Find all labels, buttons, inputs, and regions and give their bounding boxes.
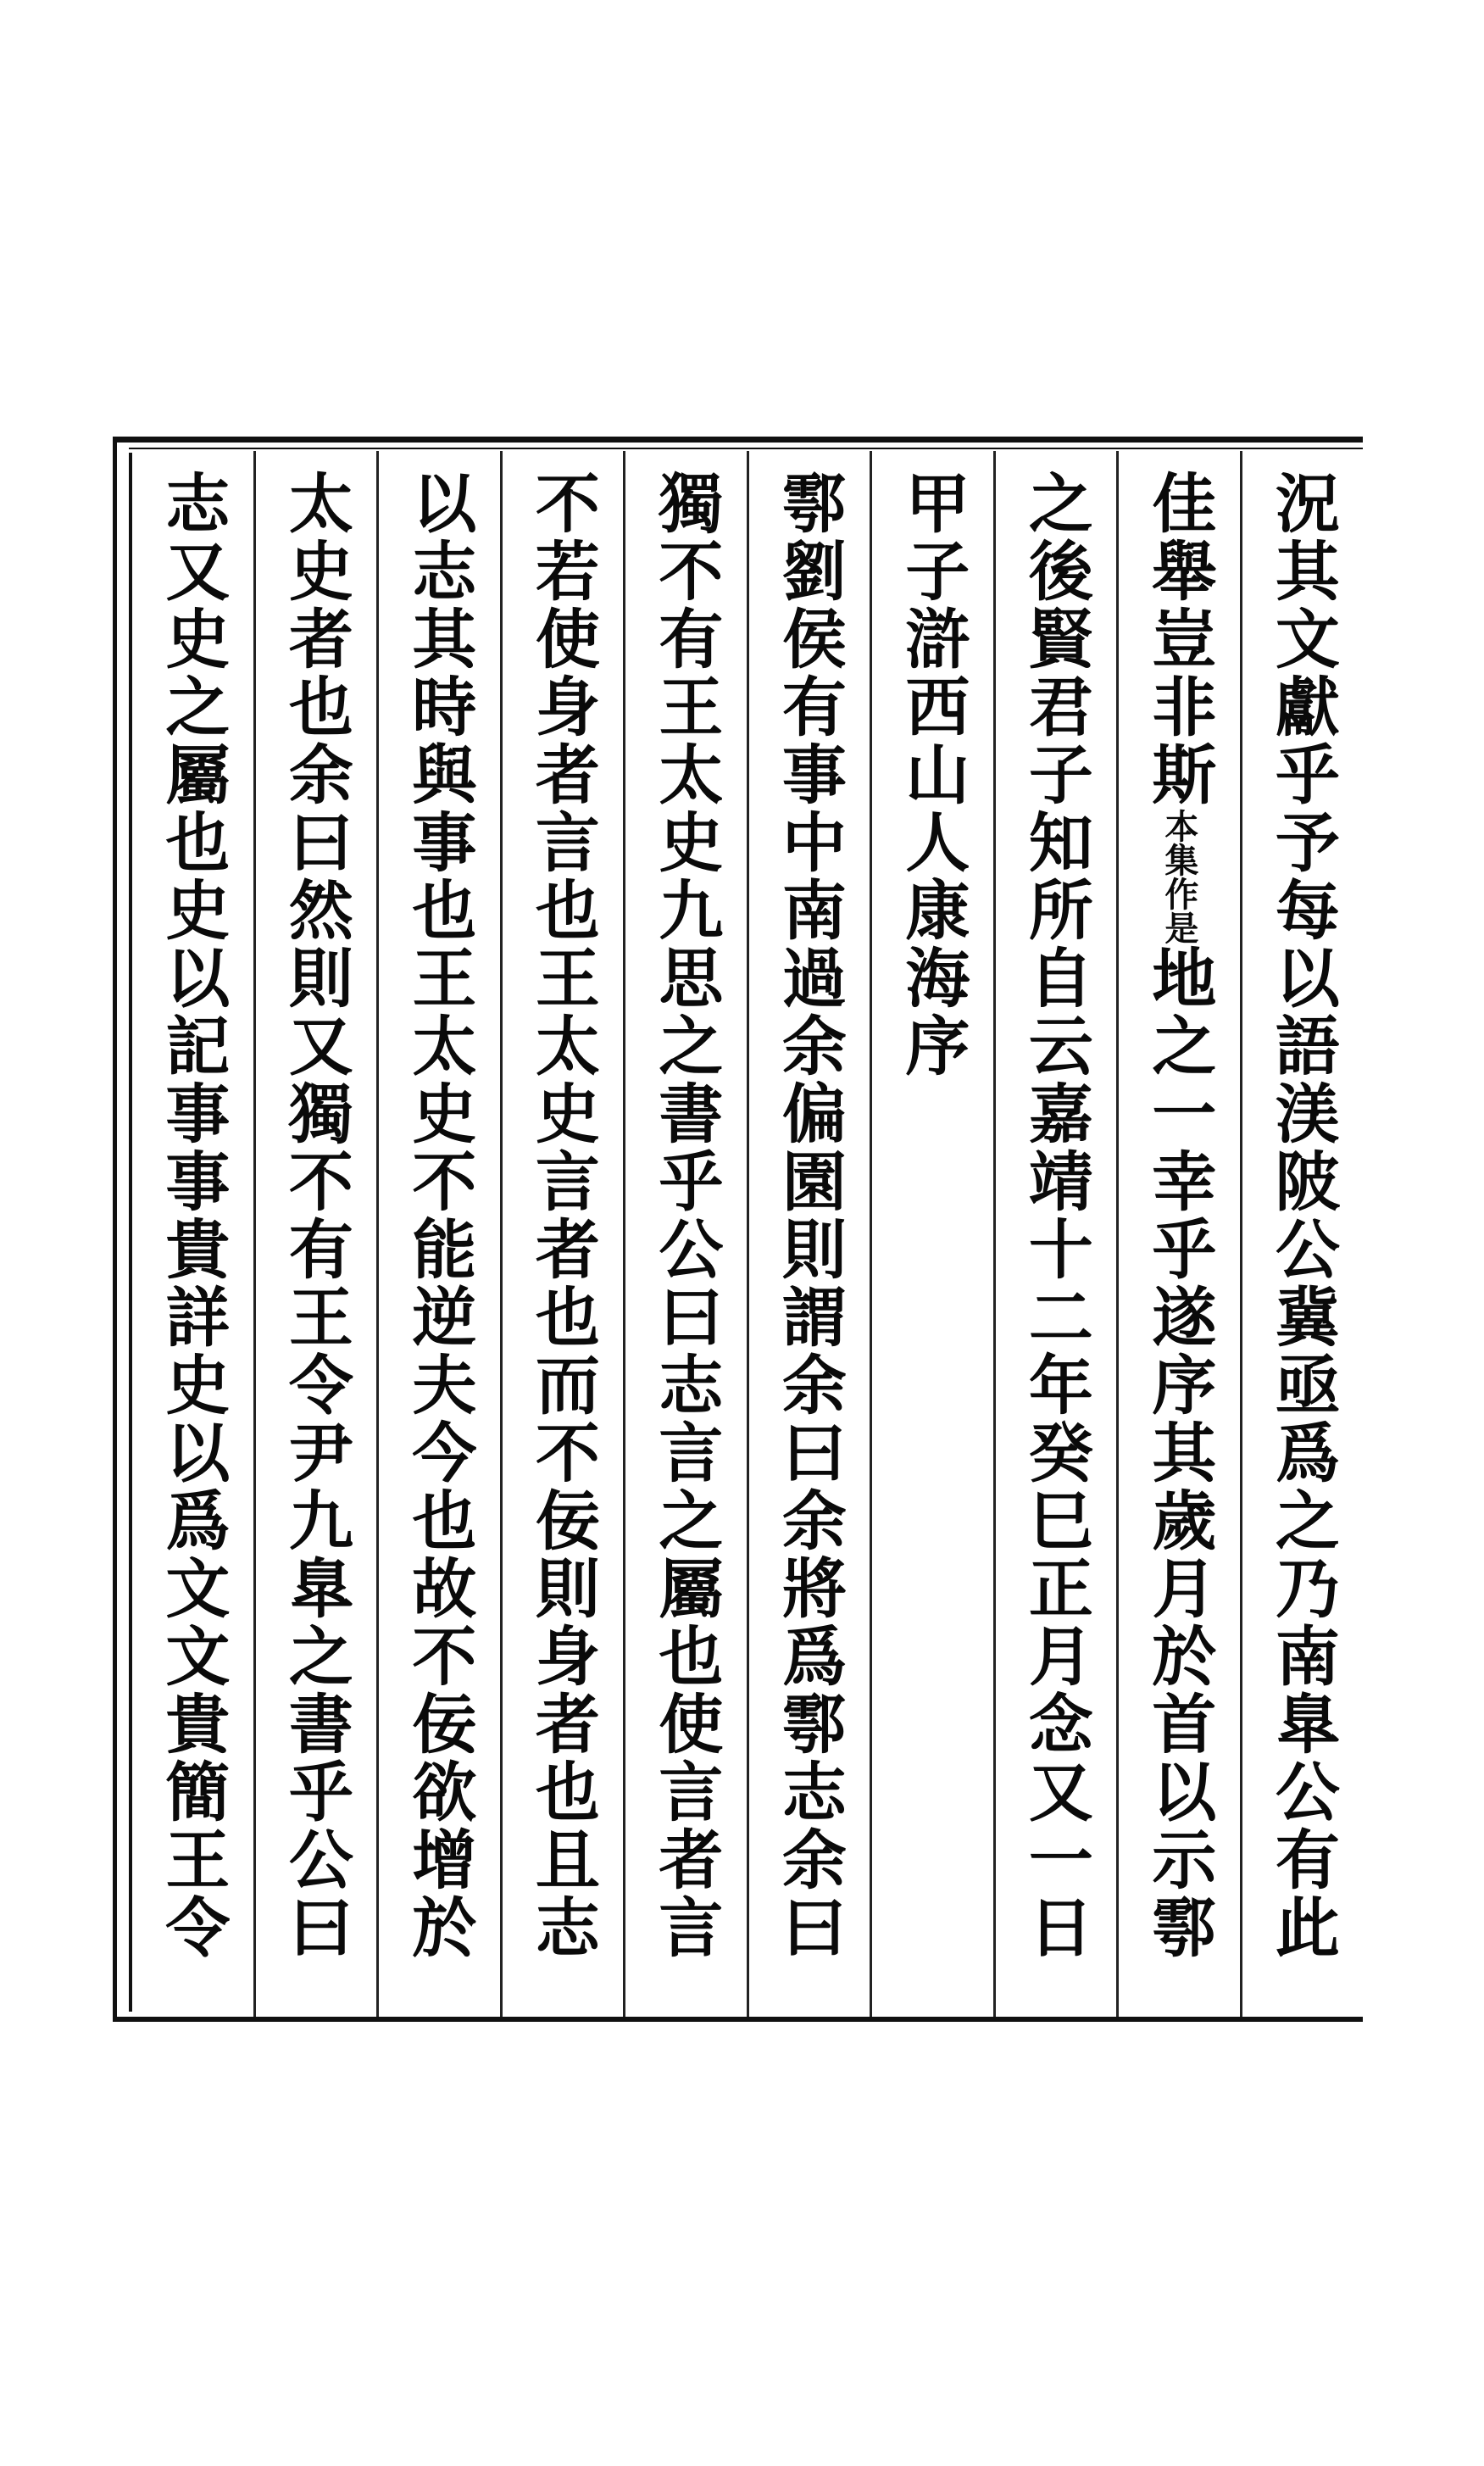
text-column-5 bbox=[749, 451, 873, 2017]
column-text-part: 佳舉豈非斯 bbox=[1141, 470, 1217, 809]
column-text: 鄠劉侯有事中南過余偏園則謂余曰余將爲鄠志余曰 bbox=[771, 470, 848, 1962]
text-column-2 bbox=[1119, 451, 1242, 2017]
column-text: 之後賢君子知所自云嘉靖十二年癸巳正月念又一日 bbox=[1018, 470, 1094, 1962]
text-column-1 bbox=[1242, 451, 1364, 2017]
text-column-3 bbox=[996, 451, 1120, 2017]
text-columns bbox=[132, 451, 1363, 2017]
text-column-10 bbox=[132, 451, 256, 2017]
print-frame bbox=[113, 437, 1363, 2022]
column-text bbox=[1141, 470, 1218, 2017]
frame-inner-rule-top bbox=[129, 448, 1363, 449]
column-text: 甲子滸西山人康海序 bbox=[894, 470, 970, 1080]
column-text: 不若使身者言也王太史言者也而不佞則身者也且志 bbox=[525, 470, 601, 1962]
column-text-part: 地之一幸乎遂序其歲月於首以示鄠 bbox=[1141, 944, 1217, 1962]
column-text: 況其文獻乎予每以語渼陂公冀亟爲之乃南臯公有此 bbox=[1264, 470, 1341, 1962]
text-column-9 bbox=[256, 451, 380, 2017]
text-column-6 bbox=[625, 451, 749, 2017]
text-column-7 bbox=[503, 451, 626, 2017]
column-text: 太史者也余曰然則又獨不有王令尹九臯之書乎公曰 bbox=[278, 470, 354, 1962]
interlinear-note: 本集作是 bbox=[1159, 809, 1199, 944]
column-text: 以志其時與事也王太史不能逆夫今也故不佞欲增於 bbox=[401, 470, 477, 1962]
text-column-8 bbox=[379, 451, 503, 2017]
column-text: 志又史之屬也史以記事事貴詳史以爲文文貴簡王令 bbox=[154, 470, 231, 1962]
text-column-4 bbox=[872, 451, 996, 2017]
column-text: 獨不有王太史九思之書乎公曰志言之屬也使言者言 bbox=[648, 470, 724, 1962]
